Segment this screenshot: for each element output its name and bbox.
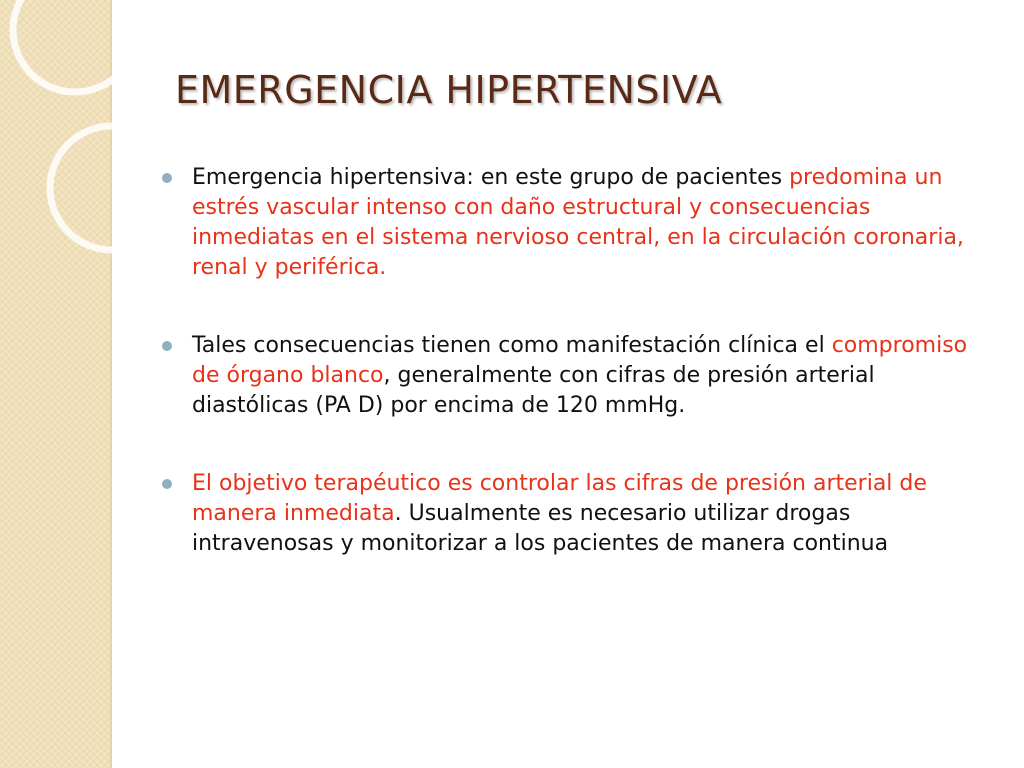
bullet-1-text-highlight: predomina un estrés vascular intenso con daño estructural y consecuencias inmediatas en el sistema nervioso central, en la circulación coronaria, renal y periférica. xyxy=(192,165,964,280)
bullet-3-text-rest: . Usualmente es necesario utilizar drogas intravenosas y monitorizar a los pacientes de manera continua xyxy=(192,501,889,556)
bullet-list xyxy=(162,163,982,607)
page-title: EMERGENCIA HIPERTENSIVA xyxy=(175,68,723,112)
decorative-ring-bottom xyxy=(50,126,140,250)
bullet-1-text-intro: Emergencia hipertensiva: en este grupo de pacientes xyxy=(192,165,790,190)
bullet-2-text-highlight: compromiso de órgano blanco xyxy=(192,333,968,388)
bullet-2-text-rest: , generalmente con cifras de presión arterial diastólicas (PA D) por encima de 120 mmHg. xyxy=(192,363,875,418)
bullet-3-text-highlight: El objetivo terapéutico es controlar las cifras de presión arterial de manera inmediata xyxy=(192,471,927,526)
bullet-marker-icon xyxy=(162,341,172,351)
bullet-item-2 xyxy=(162,331,982,421)
decorative-ring-top xyxy=(13,0,137,92)
decorative-rings xyxy=(0,0,140,260)
bullet-2-text-intro: Tales consecuencias tienen como manifestación clínica el xyxy=(192,333,832,358)
bullet-item-1 xyxy=(162,163,982,283)
bullet-marker-icon xyxy=(162,173,172,183)
bullet-marker-icon xyxy=(162,479,172,489)
bullet-item-3 xyxy=(162,469,982,559)
